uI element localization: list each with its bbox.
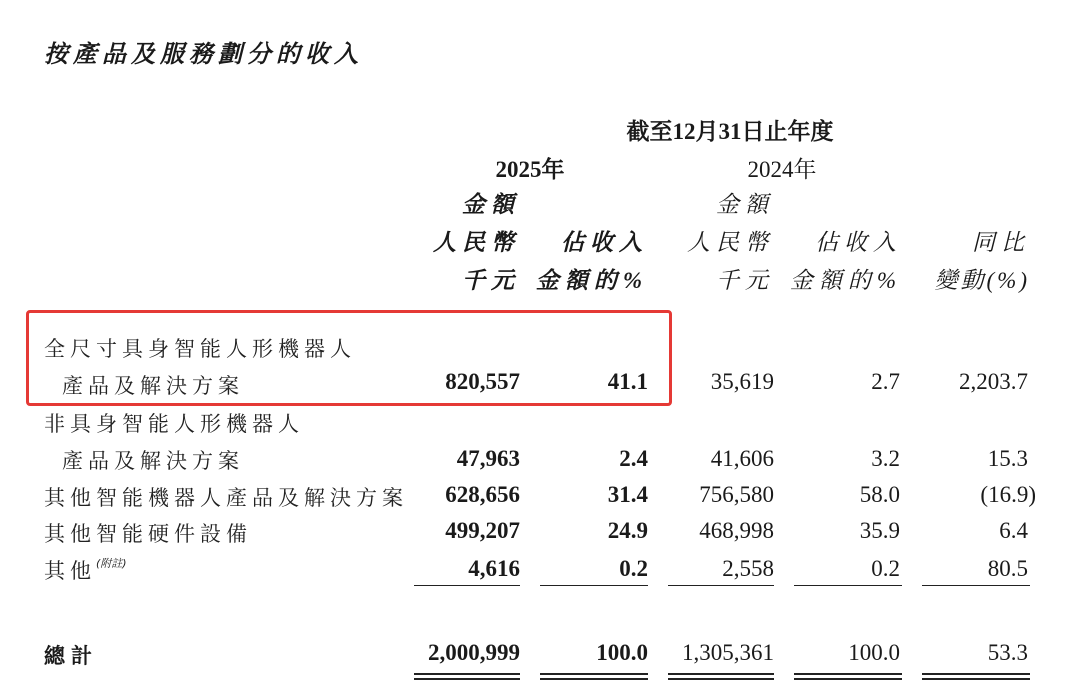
total-double-rule-pct2024-b [794,678,902,680]
cell-pct2025-row4: 24.9 [607,518,648,543]
highlight-box [26,310,672,406]
total-double-rule-amt2025-a [414,673,520,675]
subtotal-rule-pct2025 [540,585,648,586]
cell-amt2024-row5: 2,558 [722,556,774,581]
cell-amt2025-row5: 4,616 [468,556,520,581]
cell-yoy-row1: 2,203.7 [959,369,1028,394]
row-label-non-embodied-humanoid-l2: 產品及解決方案 [62,449,244,473]
cell-amt2025-row2: 47,963 [456,446,520,471]
period-header: 截至12月31日止年度 [626,119,834,144]
subtotal-rule-amt2025 [414,585,520,586]
row-label-other-intelligent-hardware: 其他智能硬件設備 [44,522,252,546]
row-label-full-size-humanoid-l1: 全尺寸具身智能人形機器人 [44,337,356,361]
amount-2024-header-l2: 人民幣 [687,230,774,255]
yoy-header-l1: 同比 [972,230,1030,255]
total-double-rule-amt2024-a [668,673,774,675]
cell-amt2024-row4: 468,998 [699,518,774,543]
cell-amt2025-row4: 499,207 [445,518,520,543]
total-yoy: 53.3 [987,640,1028,665]
total-double-rule-pct2025-b [540,678,648,680]
cell-amt2024-row2: 41,606 [710,446,774,471]
cell-pct2025-row1: 41.1 [607,369,648,394]
row-label-full-size-humanoid-l2: 產品及解決方案 [62,374,244,398]
amount-2025-header-l1: 金額 [462,192,520,217]
cell-yoy-row3: (16.9) [980,482,1036,507]
pct-2025-header-l1: 佔收入 [561,230,648,255]
cell-yoy-row5: 80.5 [987,556,1028,581]
total-amt2025: 2,000,999 [428,640,520,665]
amount-2024-header-l3: 千元 [716,268,774,293]
year-2024-header: 2024年 [747,157,817,182]
pct-2025-header-l2: 金額的% [535,268,648,293]
amount-2025-header-l2: 人民幣 [433,230,520,255]
subtotal-rule-amt2024 [668,585,774,586]
row-label-other-intelligent-robots: 其他智能機器人產品及解決方案 [44,486,408,510]
total-label: 總計 [44,644,98,668]
total-pct2024: 100.0 [848,640,900,665]
cell-pct2024-row5: 0.2 [871,556,900,581]
total-double-rule-pct2024-a [794,673,902,675]
cell-pct2024-row3: 58.0 [859,482,900,507]
cell-pct2025-row3: 31.4 [607,482,648,507]
total-pct2025: 100.0 [596,640,648,665]
row-label-non-embodied-humanoid-l1: 非具身智能人形機器人 [44,412,304,436]
subtotal-rule-pct2024 [794,585,902,586]
total-amt2024: 1,305,361 [682,640,774,665]
amount-2025-header-l3: 千元 [462,268,520,293]
cell-amt2025-row1: 820,557 [445,369,520,394]
note-reference: (附註) [96,557,127,570]
cell-pct2025-row2: 2.4 [619,446,648,471]
row-label-others [44,555,127,585]
total-double-rule-pct2025-a [540,673,648,675]
amount-2024-header-l1: 金額 [716,192,774,217]
row-label-others-text: 其他 [44,559,96,583]
cell-pct2024-row2: 3.2 [871,446,900,471]
subtotal-rule-yoy [922,585,1030,586]
cell-amt2024-row3: 756,580 [699,482,774,507]
cell-yoy-row2: 15.3 [987,446,1028,471]
cell-pct2024-row4: 35.9 [859,518,900,543]
total-double-rule-amt2025-b [414,678,520,680]
section-title: 按產品及服務劃分的收入 [44,42,363,68]
cell-yoy-row4: 6.4 [999,518,1028,543]
cell-amt2024-row1: 35,619 [710,369,774,394]
cell-pct2024-row1: 2.7 [871,369,900,394]
yoy-header-l2: 變動(%) [934,268,1030,293]
total-double-rule-yoy-a [922,673,1030,675]
year-2025-header: 2025年 [495,157,565,182]
cell-amt2025-row3: 628,656 [445,482,520,507]
cell-pct2025-row5: 0.2 [619,556,648,581]
total-double-rule-amt2024-b [668,678,774,680]
pct-2024-header-l2: 金額的% [789,268,902,293]
total-double-rule-yoy-b [922,678,1030,680]
pct-2024-header-l1: 佔收入 [815,230,902,255]
